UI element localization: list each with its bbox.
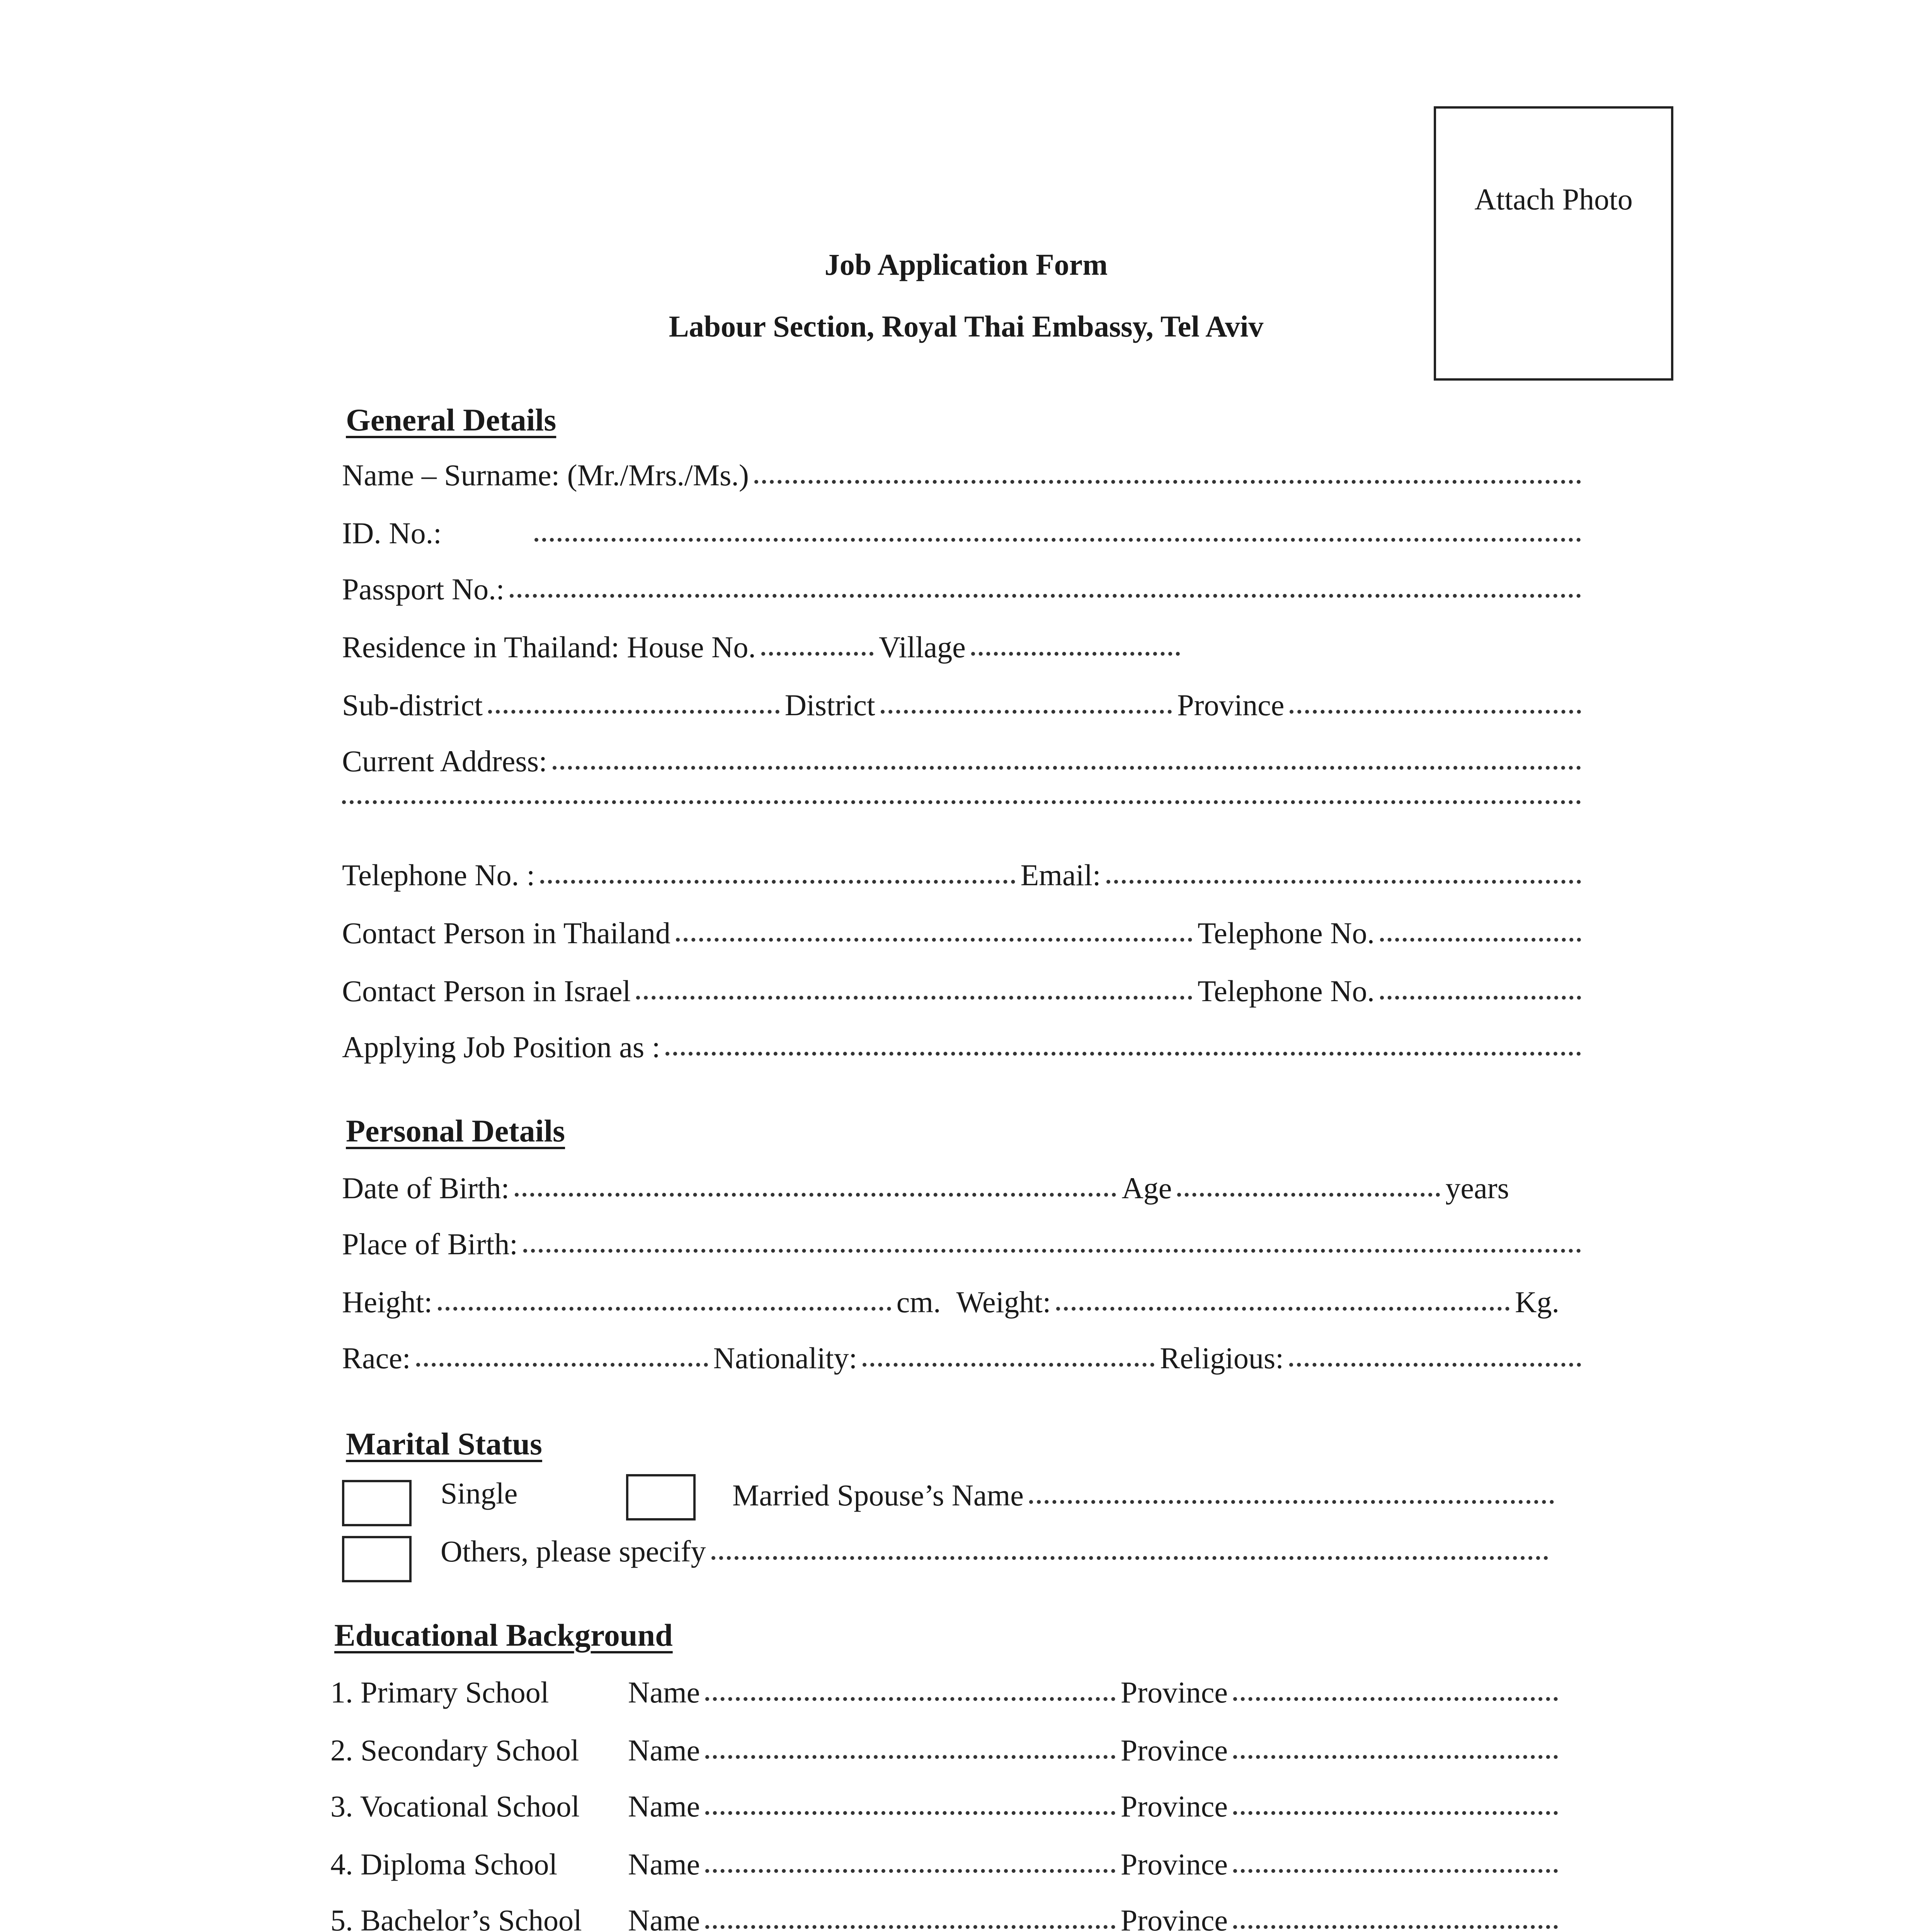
edu-province-label: Province xyxy=(1120,1903,1228,1932)
village-label: Village xyxy=(878,630,966,664)
race-nationality-religious-row xyxy=(342,1341,1586,1383)
edu-name-field[interactable] xyxy=(705,1697,1115,1701)
applying-position-row xyxy=(342,1030,1586,1072)
nationality-label: Nationality: xyxy=(713,1341,858,1375)
current-address-continuation-row xyxy=(342,802,1586,844)
edu-name-label: Name xyxy=(628,1789,700,1823)
edu-province-label: Province xyxy=(1120,1789,1228,1823)
kg-label: Kg. xyxy=(1515,1285,1559,1319)
spouse-name-field[interactable] xyxy=(1029,1500,1554,1504)
current-address-continuation-field[interactable] xyxy=(342,800,1581,804)
pob-field[interactable] xyxy=(523,1249,1581,1253)
contact-thailand-row xyxy=(342,916,1586,958)
edu-level-label: 4. Diploma School xyxy=(330,1847,558,1881)
attach-photo-label: Attach Photo xyxy=(1474,182,1633,216)
subdistrict-field[interactable] xyxy=(488,710,779,714)
edu-province-label: Province xyxy=(1120,1675,1228,1709)
age-field[interactable] xyxy=(1177,1193,1440,1197)
edu-name-label: Name xyxy=(628,1675,700,1709)
edu-province-label: Province xyxy=(1120,1847,1228,1881)
married-row xyxy=(732,1478,1559,1520)
edu-name-label: Name xyxy=(628,1733,700,1767)
residence-row xyxy=(342,630,1586,672)
passport-label: Passport No.: xyxy=(342,572,505,606)
marital-status-heading: Marital Status xyxy=(346,1426,542,1461)
dob-label: Date of Birth: xyxy=(342,1171,510,1205)
religious-field[interactable] xyxy=(1289,1363,1581,1367)
others-field[interactable] xyxy=(711,1556,1548,1560)
subdistrict-label: Sub-district xyxy=(342,688,483,722)
religious-label: Religious: xyxy=(1160,1341,1284,1375)
passport-row xyxy=(342,572,1586,614)
province-label: Province xyxy=(1177,688,1285,722)
district-field[interactable] xyxy=(881,710,1172,714)
race-field[interactable] xyxy=(416,1363,708,1367)
village-field[interactable] xyxy=(971,652,1180,656)
edu-province-field[interactable] xyxy=(1233,1755,1558,1759)
edu-province-label: Province xyxy=(1120,1733,1228,1767)
edu-province-field[interactable] xyxy=(1233,1697,1558,1701)
nationality-field[interactable] xyxy=(863,1363,1154,1367)
weight-label: Weight: xyxy=(956,1285,1051,1319)
married-label: Married Spouse’s Name xyxy=(732,1478,1024,1512)
edu-name-field[interactable] xyxy=(705,1811,1115,1815)
edu-province-field[interactable] xyxy=(1233,1925,1558,1929)
edu-province-field[interactable] xyxy=(1233,1869,1558,1873)
edu-row-primary xyxy=(330,1675,1563,1718)
edu-name-field[interactable] xyxy=(705,1869,1115,1873)
email-field[interactable] xyxy=(1106,880,1581,884)
edu-row-vocational xyxy=(330,1789,1563,1832)
race-label: Race: xyxy=(342,1341,411,1375)
edu-level-label: 2. Secondary School xyxy=(330,1733,579,1767)
contact-thailand-telephone-label: Telephone No. xyxy=(1197,916,1375,950)
contact-thailand-telephone-field[interactable] xyxy=(1380,938,1581,942)
contact-israel-label: Contact Person in Israel xyxy=(342,974,631,1008)
contact-israel-field[interactable] xyxy=(636,996,1192,1000)
telephone-field[interactable] xyxy=(540,880,1015,884)
telephone-label: Telephone No. : xyxy=(342,858,535,892)
educational-background-heading: Educational Background xyxy=(334,1617,673,1653)
pob-row xyxy=(342,1227,1586,1269)
district-label: District xyxy=(785,688,875,722)
current-address-row xyxy=(342,744,1586,786)
edu-level-label: 3. Vocational School xyxy=(330,1789,580,1823)
id-row xyxy=(342,516,1586,558)
years-label: years xyxy=(1445,1171,1509,1205)
contact-thailand-field[interactable] xyxy=(676,938,1192,942)
single-checkbox[interactable] xyxy=(342,1480,412,1526)
house-no-field[interactable] xyxy=(761,652,873,656)
contact-israel-row xyxy=(342,974,1586,1016)
id-label: ID. No.: xyxy=(342,516,442,550)
edu-name-field[interactable] xyxy=(705,1925,1115,1929)
name-surname-row xyxy=(342,458,1586,500)
passport-field[interactable] xyxy=(510,594,1581,598)
single-row xyxy=(441,1476,634,1519)
edu-name-label: Name xyxy=(628,1903,700,1932)
edu-province-field[interactable] xyxy=(1233,1811,1558,1815)
applying-position-label: Applying Job Position as : xyxy=(342,1030,660,1064)
others-row xyxy=(441,1534,1554,1577)
edu-row-secondary xyxy=(330,1733,1563,1776)
subdistrict-row xyxy=(342,688,1586,730)
current-address-field[interactable] xyxy=(553,766,1581,770)
residence-label: Residence in Thailand: House No. xyxy=(342,630,756,664)
email-label: Email: xyxy=(1020,858,1101,892)
edu-level-label: 5. Bachelor’s School xyxy=(330,1903,582,1932)
edu-name-field[interactable] xyxy=(705,1755,1115,1759)
edu-name-label: Name xyxy=(628,1847,700,1881)
cm-label: cm. xyxy=(896,1285,941,1319)
pob-label: Place of Birth: xyxy=(342,1227,518,1261)
contact-israel-telephone-field[interactable] xyxy=(1380,996,1581,1000)
name-surname-label: Name – Surname: (Mr./Mrs./Ms.) xyxy=(342,458,749,492)
dob-field[interactable] xyxy=(515,1193,1116,1197)
contact-israel-telephone-label: Telephone No. xyxy=(1197,974,1375,1008)
general-details-heading: General Details xyxy=(346,402,556,437)
form-title: Job Application Form xyxy=(824,248,1108,281)
telephone-email-row xyxy=(342,858,1586,900)
personal-details-heading: Personal Details xyxy=(346,1113,565,1148)
form-subtitle: Labour Section, Royal Thai Embassy, Tel Aviv xyxy=(669,310,1264,343)
contact-thailand-label: Contact Person in Thailand xyxy=(342,916,670,950)
height-weight-row xyxy=(342,1285,1586,1327)
dob-age-row xyxy=(342,1171,1586,1213)
single-label: Single xyxy=(441,1476,518,1510)
name-surname-field[interactable] xyxy=(754,480,1581,484)
height-label: Height: xyxy=(342,1285,432,1319)
others-checkbox[interactable] xyxy=(342,1536,412,1582)
edu-level-label: 1. Primary School xyxy=(330,1675,549,1709)
height-field[interactable] xyxy=(438,1307,891,1311)
province-field[interactable] xyxy=(1290,710,1581,714)
married-checkbox[interactable] xyxy=(626,1474,696,1520)
id-field[interactable] xyxy=(534,538,1581,542)
weight-field[interactable] xyxy=(1056,1307,1509,1311)
current-address-label: Current Address: xyxy=(342,744,547,778)
edu-row-bachelor xyxy=(330,1903,1563,1932)
attach-photo-box[interactable] xyxy=(1434,106,1673,381)
edu-row-diploma xyxy=(330,1847,1563,1889)
others-label: Others, please specify xyxy=(441,1534,706,1568)
applying-position-field[interactable] xyxy=(665,1052,1581,1056)
age-label: Age xyxy=(1121,1171,1172,1205)
